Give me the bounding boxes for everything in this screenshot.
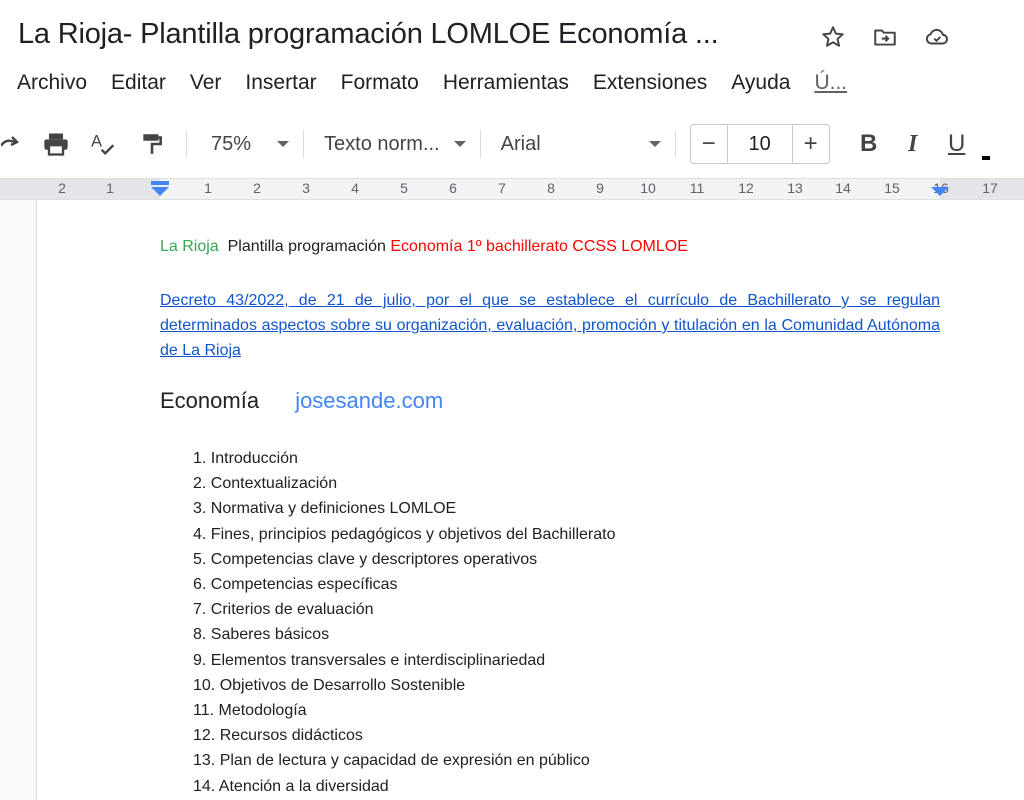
ruler-label: 9 [596, 180, 604, 196]
list-item: 4. Fines, principios pedagógicos y objetivos del Bachillerato [193, 525, 616, 543]
ruler-label: 6 [449, 180, 457, 196]
list-item: 1. Introducción [193, 450, 298, 467]
site-link[interactable]: josesande.com [295, 388, 444, 413]
list-item: 12. Recursos didácticos [193, 727, 363, 745]
ruler-label: 8 [547, 180, 555, 196]
last-edit-link[interactable]: Ú... [814, 71, 848, 94]
menu-extensiones[interactable]: Extensiones [592, 71, 708, 94]
increase-font-size-button[interactable]: + [803, 130, 818, 157]
paint-format-icon[interactable] [132, 126, 172, 162]
list-item: 7. Criterios de evaluación [193, 601, 374, 619]
font-size-input[interactable]: 10 [727, 125, 793, 163]
toolbar-separator [303, 130, 304, 158]
redo-icon[interactable] [0, 126, 26, 162]
list-item: 9. Elementos transversales e interdisciplinariedad [193, 651, 546, 669]
menu-bar [0, 66, 853, 100]
list-item: 8. Saberes básicos [193, 626, 330, 644]
ruler-label: 5 [400, 180, 408, 196]
region-text: La Rioja [160, 238, 219, 255]
decrease-font-size-button[interactable]: − [701, 130, 716, 157]
paragraph-style-value: Texto norm... [324, 132, 440, 155]
ruler-label: 7 [498, 180, 506, 196]
font-family-value: Arial [500, 132, 541, 155]
menu-editar[interactable]: Editar [111, 71, 166, 94]
list-item: 2. Contextualización [193, 475, 338, 493]
zoom-value: 75% [211, 132, 252, 155]
zoom-select[interactable] [211, 126, 289, 162]
document-title[interactable]: La Rioja- Plantilla programación LOMLOE Economía ... [18, 18, 719, 50]
list-item: 13. Plan de lectura y capacidad de expresión en público [193, 752, 590, 770]
spellcheck-icon[interactable] [84, 126, 124, 162]
print-icon[interactable] [36, 126, 76, 162]
toolbar-separator [480, 130, 481, 158]
subject-text: Economía 1º bachillerato CCSS LOMLOE [390, 238, 688, 255]
decree-link[interactable]: Decreto 43/2022, de 21 de julio, por el que se establece el currículo de Bachillerato y se regulan determinados aspectos sobre su organización, evaluación, promoción y titulación en la Comunidad Autónoma de La Rioja [160, 292, 940, 359]
ruler-label: 1 [106, 180, 114, 196]
chevron-down-icon [649, 141, 661, 147]
title-icons [818, 22, 952, 52]
ruler-label: 12 [738, 180, 754, 196]
ruler-label: 1 [204, 180, 212, 196]
cloud-status-icon[interactable] [922, 22, 952, 52]
font-family-select[interactable] [501, 126, 661, 162]
toolbar-separator [186, 130, 187, 158]
ruler-label: 13 [787, 180, 803, 196]
ruler-label: 2 [58, 180, 66, 196]
ruler-label: 15 [884, 180, 900, 196]
ruler-label: 3 [302, 180, 310, 196]
underline-button[interactable]: U [947, 130, 966, 157]
star-icon[interactable] [818, 22, 848, 52]
menu-ayuda[interactable]: Ayuda [731, 71, 791, 94]
ruler-left-margin [0, 179, 160, 199]
table-of-contents [193, 446, 615, 799]
paragraph-style-select[interactable] [324, 126, 466, 162]
ruler-label: 17 [982, 180, 998, 196]
list-item: 10. Objetivos de Desarrollo Sostenible [193, 676, 466, 694]
move-to-folder-icon[interactable] [870, 22, 900, 52]
ruler-label: 2 [253, 180, 261, 196]
ruler-label: 11 [689, 180, 705, 196]
menu-archivo[interactable]: Archivo [17, 71, 88, 94]
template-text: Plantilla programación [227, 238, 386, 255]
toolbar [0, 122, 1024, 166]
text-color-indicator[interactable] [982, 156, 990, 160]
ruler-label: 10 [640, 180, 656, 196]
ruler-label: 4 [351, 180, 359, 196]
title-bar [0, 0, 1024, 66]
menu-ver[interactable]: Ver [189, 71, 222, 94]
toolbar-separator [675, 130, 676, 158]
menu-herramientas[interactable]: Herramientas [442, 71, 569, 94]
italic-button[interactable]: I [907, 130, 918, 157]
horizontal-ruler[interactable] [0, 178, 1024, 200]
ruler-label: 14 [835, 180, 851, 196]
menu-formato[interactable]: Formato [340, 71, 419, 94]
list-item: 5. Competencias clave y descriptores operativos [193, 550, 538, 568]
document-header-line [160, 238, 688, 256]
section-title [160, 388, 443, 414]
bold-button[interactable]: B [859, 130, 878, 157]
chevron-down-icon [277, 141, 289, 147]
list-item: 11. Metodología [193, 702, 307, 720]
menu-insertar[interactable]: Insertar [245, 71, 317, 94]
list-item: 6. Competencias específicas [193, 576, 398, 594]
chevron-down-icon [454, 141, 466, 147]
list-item: 3. Normativa y definiciones LOMLOE [193, 500, 457, 518]
font-size-control [690, 124, 830, 164]
section-title-text: Economía [160, 388, 260, 413]
svg-text:A: A [91, 132, 103, 151]
list-item: 14. Atención a la diversidad [193, 777, 389, 795]
